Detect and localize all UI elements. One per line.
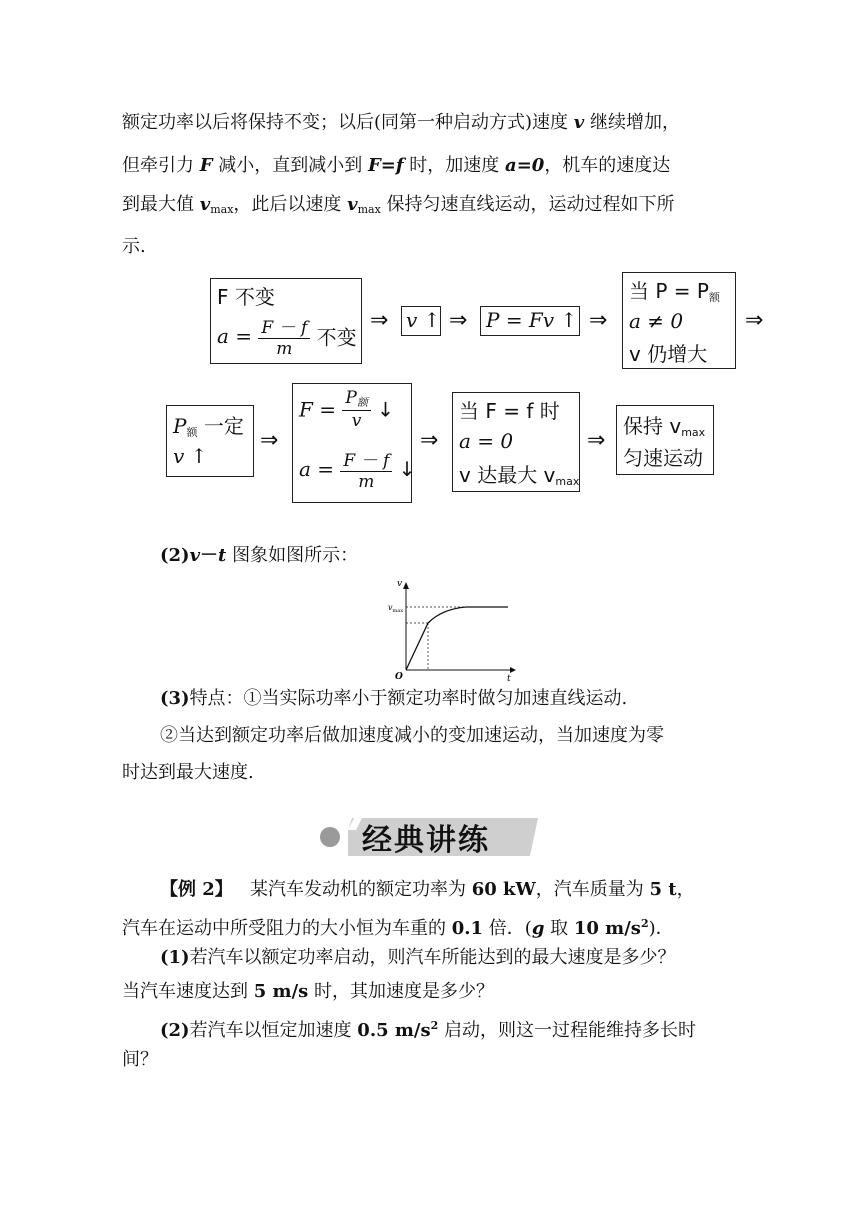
para1-line4: 示. [122, 236, 146, 257]
flow-arrow-2: ⇒ [449, 308, 468, 333]
banner-dot [320, 827, 340, 847]
flow-arrow-7: ⇒ [587, 428, 606, 453]
para1-line1: 额定功率以后将保持不变；以后(同第一种启动方式)速度 v 继续增加， [122, 112, 680, 133]
question1-line2: 当汽车速度达到 5 m/s 时，其加速度是多少？ [122, 981, 495, 1002]
vt-graph [380, 575, 520, 685]
para3-line1: (3)特点：①当实际功率小于额定功率时做匀加速直线运动. [160, 688, 628, 709]
flow-box-p-rated: 当 $P = P_额$ a ≠ 0 v 仍增大 [622, 272, 736, 369]
flow-arrow-3: ⇒ [589, 308, 608, 333]
flow-arrow-1: ⇒ [370, 308, 389, 333]
question1-line1: (1)若汽车以额定功率启动，则汽车所能达到的最大速度是多少？ [160, 947, 676, 968]
para1-line2: 但牵引力 F 减小，直到减小到 F=f 时，加速度 a=0，机车的速度达 [122, 155, 671, 176]
para3-line3: 时达到最大速度. [122, 762, 254, 783]
question2-line1: (2)若汽车以恒定加速度 0.5 $m/s^2$ 启动，则这一过程能维持多长时 [160, 1019, 697, 1041]
origin-label: O [395, 672, 403, 682]
axis-t-label: t [507, 674, 511, 684]
flow-box-f-decrease: F = $\frac{P_额}{v}$ ↓ a = $\frac{F - f}{m}$ ↓ [292, 383, 412, 503]
flow-box-p-fv: P = Fv ↑ [480, 306, 580, 336]
vt-curve [406, 607, 508, 670]
axis-vmax-label: $v_{max}$ [388, 603, 404, 614]
v-axis-arrow [403, 582, 409, 589]
example-line1: 【例 2】 某汽车发动机的额定功率为 60 kW，汽车质量为 5 t， [160, 879, 695, 900]
t-axis-arrow [510, 667, 516, 673]
question2-line2: 间？ [122, 1049, 158, 1070]
example-line2: 汽车在运动中所受阻力的大小恒为车重的 0.1 倍．(g 取 10 $m/s^2$)． [122, 917, 674, 939]
vt-graph-caption: (2)v－t 图象如图所示： [160, 545, 359, 566]
axis-v-label: v [397, 579, 403, 589]
flow-box-uniform-motion: 保持 $v_{max}$ 匀速运动 [616, 405, 714, 475]
flow-box-f-equals-f: 当 F = f 时 a = 0 v 达最大 $v_{max}$ [452, 392, 580, 492]
flow-box-f-constant: F 不变 a = $\frac{F - f}{m}$ 不变 [210, 278, 362, 364]
flow-arrow-4: ⇒ [745, 308, 764, 333]
flow-box-v-up: v ↑ [401, 306, 441, 336]
para3-line2: ②当达到额定功率后做加速度减小的变加速运动，当加速度为零 [160, 725, 664, 746]
para1-line3: 到最大值 $v_{max}$，此后以速度 $v_{max}$ 保持匀速直线运动，运动过程如下所 [122, 194, 675, 216]
flow-arrow-5: ⇒ [260, 428, 279, 453]
banner-title: 经典讲练 [362, 823, 490, 858]
flow-box-p-fixed: $P_额$ 一定 v ↑ [166, 405, 254, 477]
flow-arrow-6: ⇒ [420, 428, 439, 453]
